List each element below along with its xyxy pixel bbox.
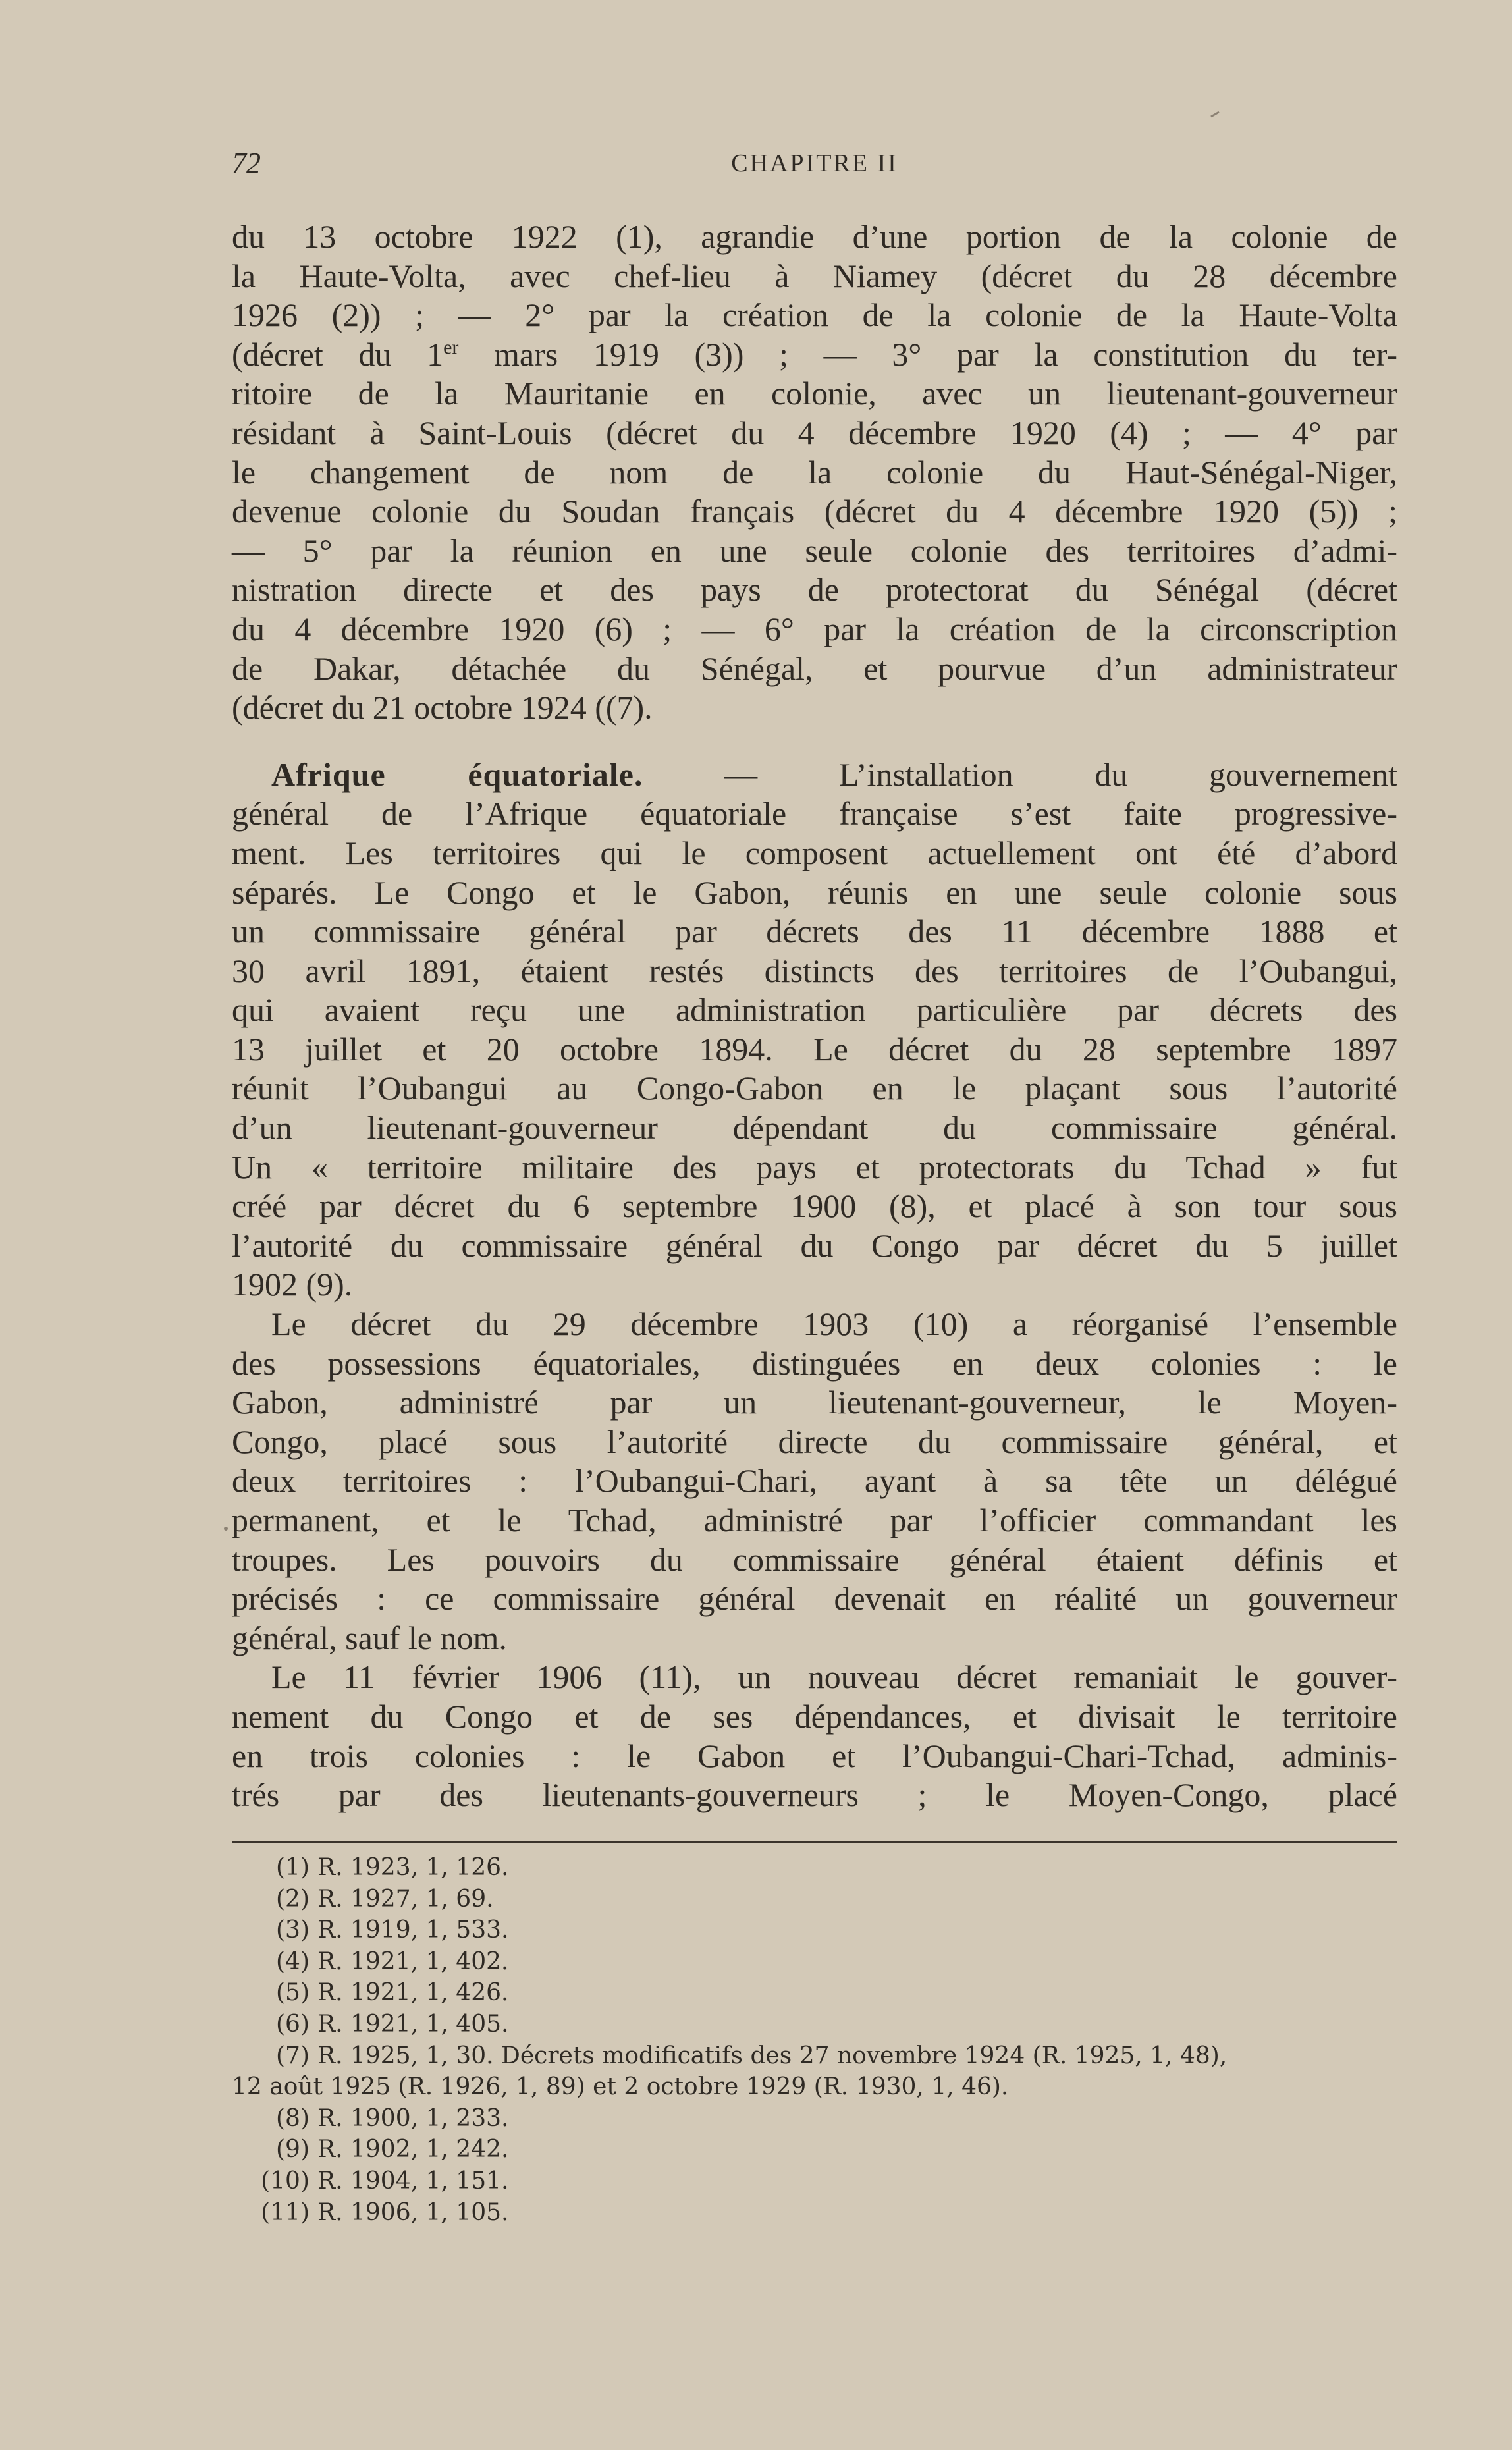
- section-heading-line: [232, 755, 1397, 795]
- footnote: [232, 1977, 1397, 2009]
- footnotes: [232, 1852, 1397, 2228]
- text-line: d’un lieutenant-gouverneur dépendant du commissaire général.: [232, 1109, 1397, 1147]
- footnote-text: R. 1921, 1, 405.: [317, 2010, 509, 2038]
- footnote-number: (7): [276, 2042, 310, 2069]
- footnote: [232, 2071, 1397, 2103]
- footnote-number: (10): [261, 2167, 310, 2194]
- text-line: de Dakar, détachée du Sénégal, et pourvue d’un administrateur: [232, 649, 1397, 687]
- footnote-text: R. 1921, 1, 426.: [317, 1979, 509, 2007]
- footnote-text: R. 1919, 1, 533.: [317, 1917, 509, 1944]
- footnote-number: (2): [276, 1885, 310, 1913]
- footnote: [232, 2103, 1397, 2135]
- footnote-number: (11): [261, 2198, 310, 2226]
- text-line: du 4 décembre 1920 (6) ; — 6° par la création de la circonscription: [232, 610, 1397, 647]
- paragraph-1: [232, 217, 1397, 728]
- text-line: précisés : ce commissaire général devenait en réalité un gouverneur: [232, 1580, 1397, 1618]
- footnote-text: R. 1900, 1, 233.: [317, 2104, 509, 2132]
- text-line: nement du Congo et de ses dépendances, et divisait le territoire: [232, 1697, 1397, 1735]
- text-line: Le décret du 29 décembre 1903 (10) a réorganisé l’ensemble: [271, 1305, 1397, 1343]
- text-line: devenue colonie du Soudan français (décret du 4 décembre 1920 (5)) ;: [232, 493, 1397, 530]
- text-line: un commissaire général par décrets des 11 décembre 1888 et: [232, 913, 1397, 950]
- text-line: (décret du 1er mars 1919 (3)) ; — 3° par la constitution du ter-: [232, 335, 1397, 373]
- paragraph-4: [232, 1658, 1397, 1814]
- text-line: 1902 (9).: [232, 1266, 353, 1303]
- footnote-text: 12 août 1925 (R. 1926, 1, 89) et 2 octobre 1929 (R. 1930, 1, 46).: [232, 2073, 1009, 2101]
- footnote-number: (5): [276, 1979, 310, 2007]
- text-line: 13 juillet et 20 octobre 1894. Le décret du 28 septembre 1897: [232, 1030, 1397, 1068]
- text-line: (décret du 21 octobre 1924 ((7).: [232, 689, 653, 726]
- footnote: [232, 1946, 1397, 1978]
- text-line: des possessions équatoriales, distinguées en deux colonies : le: [232, 1344, 1397, 1382]
- footnote-text: R. 1927, 1, 69.: [317, 1885, 494, 1913]
- text-line: Congo, placé sous l’autorité directe du commissaire général, et: [232, 1423, 1397, 1460]
- text-line: créé par décret du 6 septembre 1900 (8), et placé à son tour sous: [232, 1187, 1397, 1225]
- footnote-number: (4): [276, 1947, 310, 1975]
- footnote-number: (1): [276, 1854, 310, 1881]
- footnote: [232, 2197, 1397, 2229]
- page-header: [232, 146, 1397, 192]
- text-line: résidant à Saint-Louis (décret du 4 décembre 1920 (4) ; — 4° par: [232, 414, 1397, 451]
- footnote: [232, 2165, 1397, 2197]
- text-line: — 5° par la réunion en une seule colonie des territoires d’admi-: [232, 531, 1397, 569]
- text-line: ment. Les territoires qui le composent actuellement ont été d’abord: [232, 834, 1397, 871]
- footnote-text: R. 1921, 1, 402.: [317, 1947, 509, 1975]
- text-line: qui avaient reçu une administration particulière par décrets des: [232, 991, 1397, 1029]
- footnote-number: (3): [276, 1917, 310, 1944]
- text-line: Un « territoire militaire des pays et protectorats du Tchad » fut: [232, 1148, 1397, 1185]
- page-speck: [224, 1527, 228, 1531]
- text-line: 30 avril 1891, étaient restés distincts des territoires de l’Oubangui,: [232, 952, 1397, 989]
- text-line: séparés. Le Congo et le Gabon, réunis en une seule colonie sous: [232, 873, 1397, 911]
- text-line: du 13 octobre 1922 (1), agrandie d’une portion de la colonie de: [232, 218, 1397, 255]
- text-line: permanent, et le Tchad, administré par l’officier commandant les: [232, 1502, 1397, 1538]
- footnote: [232, 2040, 1397, 2072]
- running-title: CHAPITRE II: [731, 150, 898, 177]
- footnote: [232, 2134, 1397, 2165]
- footnote: [232, 1884, 1397, 1915]
- text-line: général, sauf le nom.: [232, 1619, 507, 1656]
- footnote-number: (6): [276, 2010, 310, 2038]
- text-line: ritoire de la Mauritanie en colonie, avec un lieutenant-gouverneur: [232, 375, 1397, 412]
- text-line: trés par des lieutenants-gouverneurs ; le Moyen-Congo, placé: [232, 1776, 1397, 1814]
- text-line: général de l’Afrique équatoriale française s’est faite progressive-: [232, 795, 1397, 832]
- footnote-number: (8): [276, 2104, 310, 2132]
- footnote-text: R. 1923, 1, 126.: [317, 1854, 509, 1881]
- paragraph-3: [232, 1305, 1397, 1658]
- text-line: en trois colonies : le Gabon et l’Oubangui-Chari-Tchad, adminis-: [232, 1737, 1397, 1774]
- text-line: Le 11 février 1906 (11), un nouveau décret remaniait le gouver-: [271, 1658, 1397, 1696]
- footnote: [232, 2009, 1397, 2040]
- text-line: réunit l’Oubangui au Congo-Gabon en le plaçant sous l’autorité: [232, 1070, 1397, 1107]
- page-speck: [1210, 111, 1220, 118]
- text-line: le changement de nom de la colonie du Haut-Sénégal-Niger,: [232, 453, 1397, 491]
- footnote-number: (9): [276, 2136, 310, 2164]
- text-line: deux territoires : l’Oubangui-Chari, ayant à sa tête un délégué: [232, 1462, 1397, 1500]
- footnote: [232, 1915, 1397, 1946]
- footnote-text: R. 1925, 1, 30. Décrets modificatifs des 27 novembre 1924 (R. 1925, 1, 48),: [317, 2042, 1228, 2069]
- body-text: [232, 217, 1397, 1815]
- section-heading: Afrique équatoriale.: [271, 755, 643, 793]
- text-line: Gabon, administré par un lieutenant-gouverneur, le Moyen-: [232, 1384, 1397, 1421]
- footnote-text: R. 1904, 1, 151.: [317, 2167, 509, 2194]
- text-line: nistration directe et des pays de protectorat du Sénégal (décret: [232, 571, 1397, 609]
- paragraph-2: [232, 794, 1397, 1305]
- footnote-text: R. 1906, 1, 105.: [317, 2198, 509, 2226]
- text-line: l’autorité du commissaire général du Congo par décret du 5 juillet: [232, 1226, 1397, 1264]
- footnote: [232, 1852, 1397, 1884]
- page-number: 72: [232, 147, 261, 179]
- footnote-text: R. 1902, 1, 242.: [317, 2136, 509, 2164]
- paragraph-2-first-line: — L’installation du gouvernement: [724, 755, 1398, 793]
- text-line: la Haute-Volta, avec chef-lieu à Niamey (décret du 28 décembre: [232, 257, 1397, 294]
- footnote-rule: [232, 1841, 1397, 1843]
- text-line: troupes. Les pouvoirs du commissaire général étaient définis et: [232, 1540, 1397, 1578]
- text-line: 1926 (2)) ; — 2° par la création de la colonie de la Haute-Volta: [232, 296, 1397, 334]
